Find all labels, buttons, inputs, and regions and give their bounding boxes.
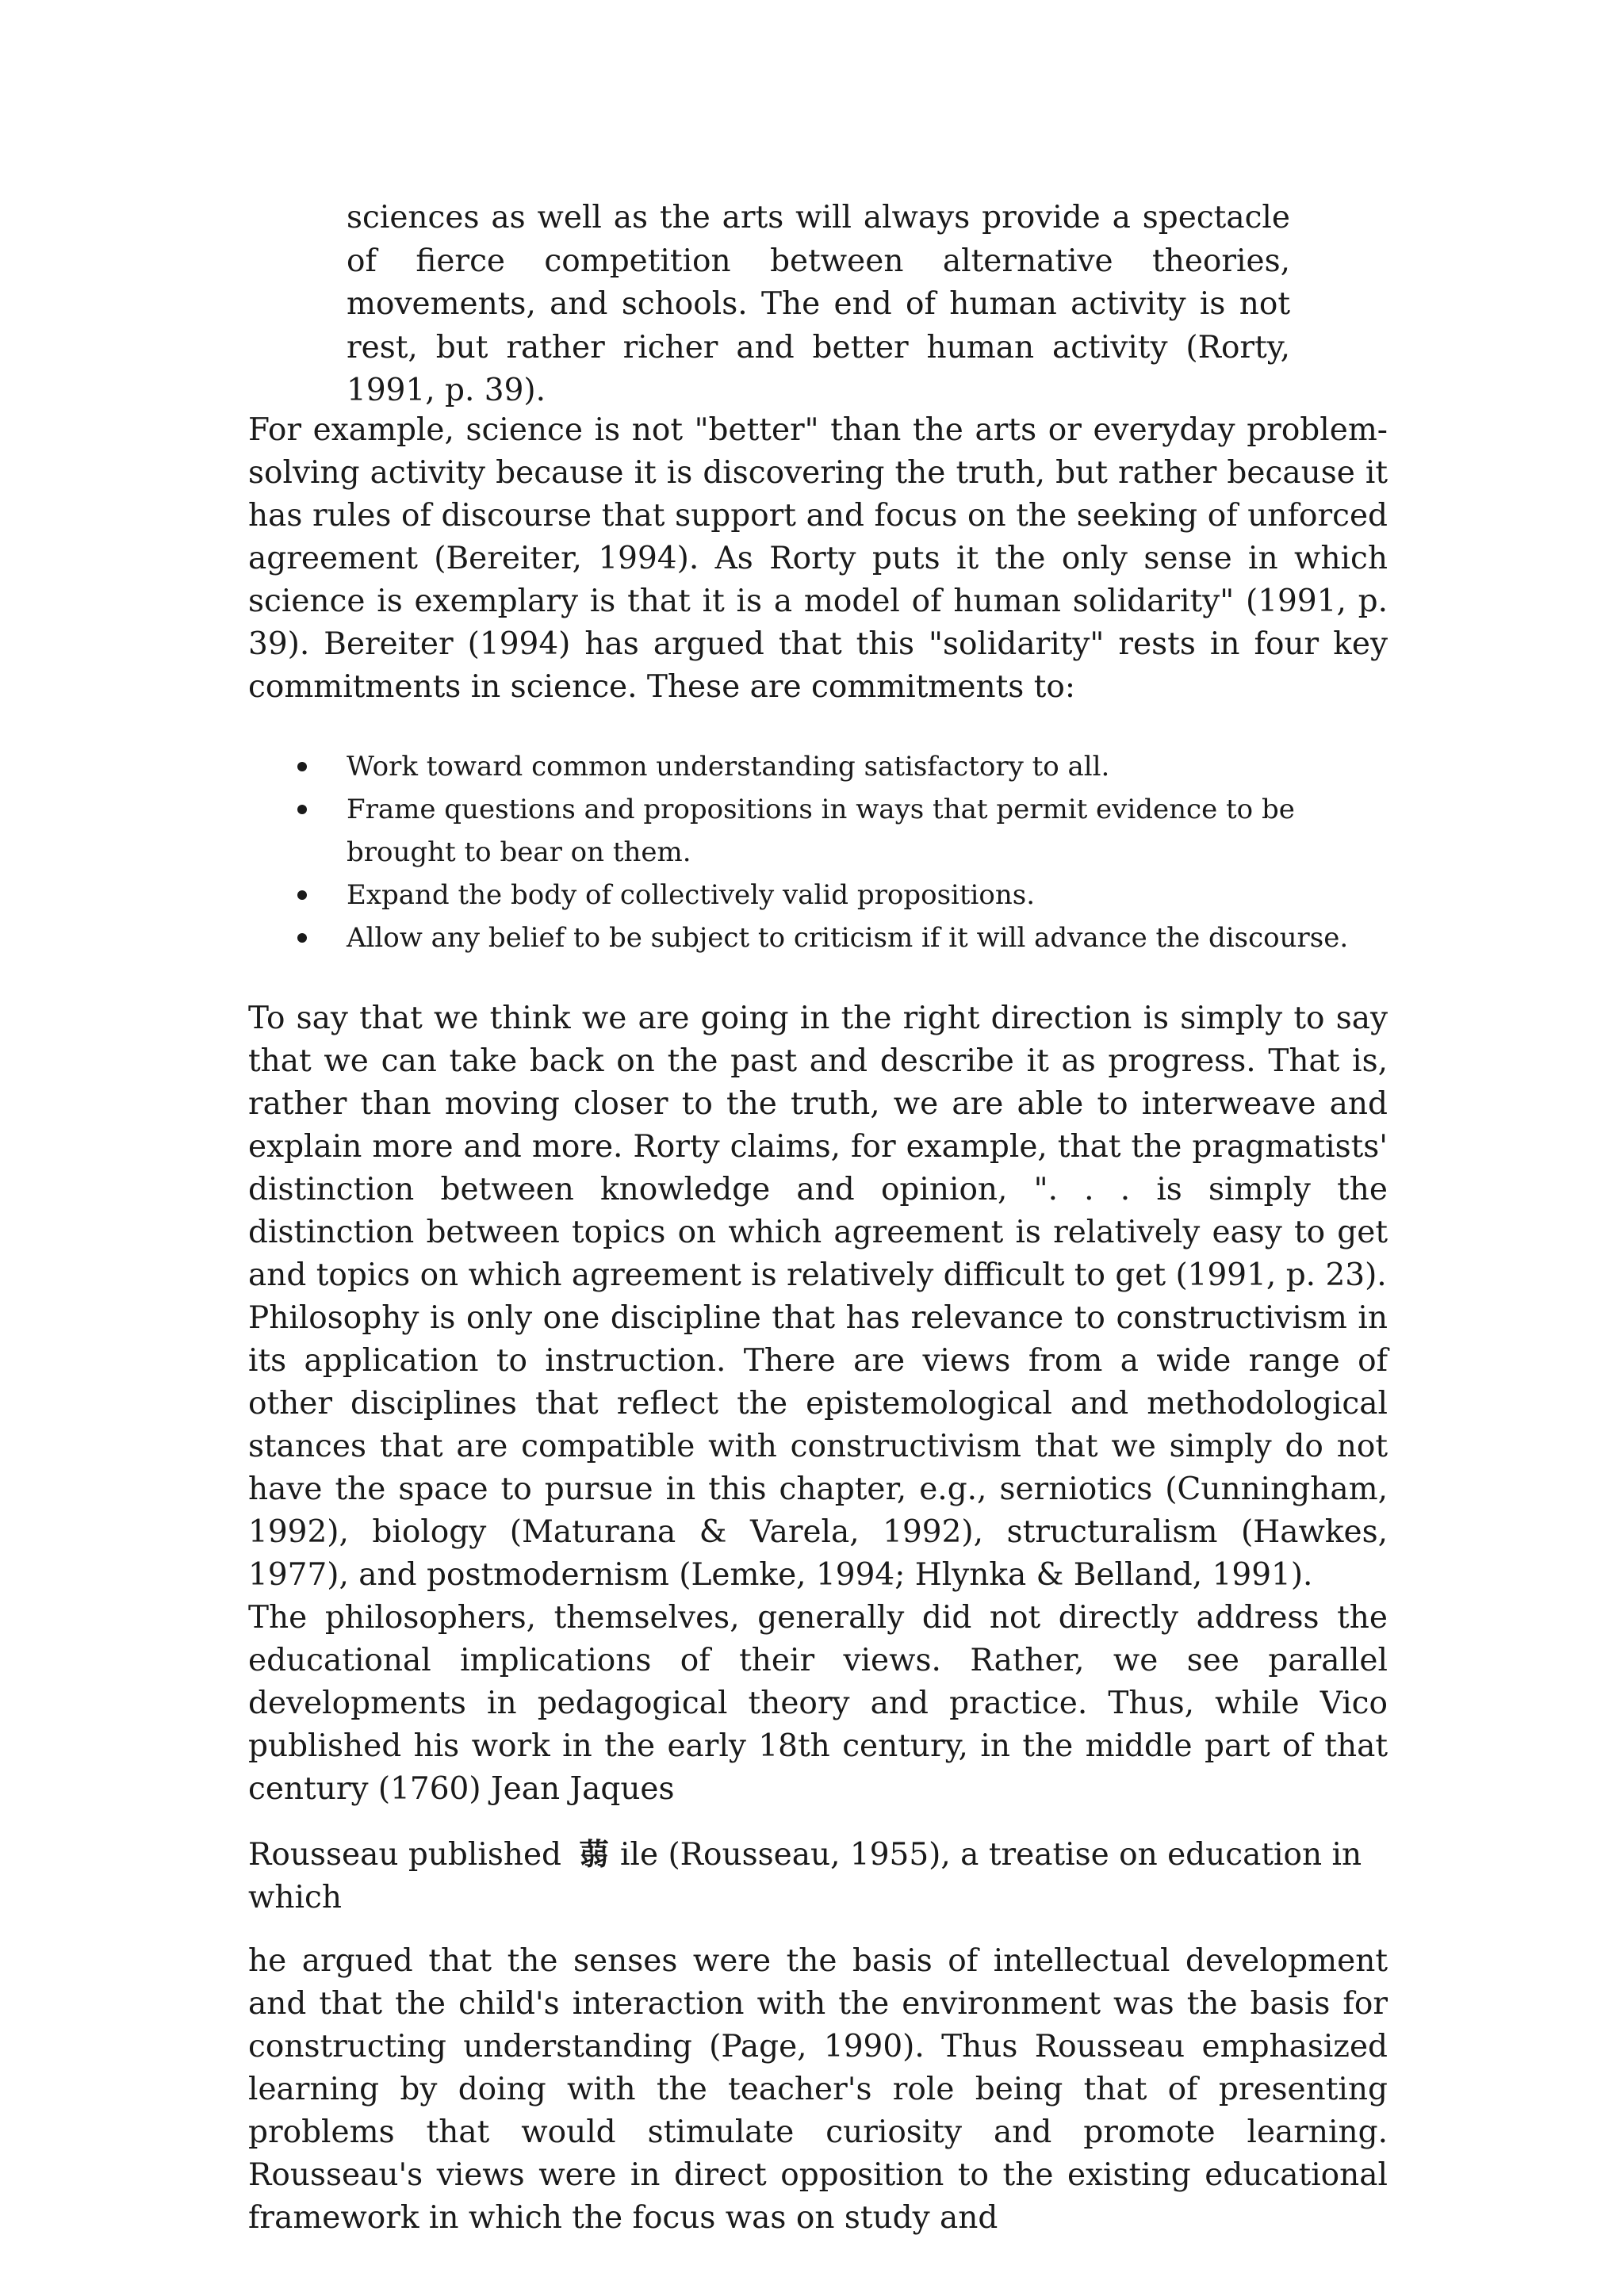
bullet-icon [297, 805, 307, 814]
garbled-glyph: 蒻 [579, 1837, 610, 1872]
list-item: Allow any belief to be subject to criticism if it will advance the discourse. [248, 916, 1388, 959]
body-section [248, 997, 1388, 2240]
bullet-icon [297, 933, 307, 943]
list-item: Work toward common understanding satisfactory to all. [248, 745, 1388, 788]
list-item: Expand the body of collectively valid propositions. [248, 874, 1388, 916]
list-item: Frame questions and propositions in ways that permit evidence to be brought to bear on them. [248, 788, 1388, 874]
bullet-icon [297, 890, 307, 900]
block-quote: sciences as well as the arts will always provide a spectacle of fierce competition between alternative theories, movements, and schools. The end of human activity is not rest, but rather richer and better human activity (Rorty, 1991, p. 39). [347, 200, 1290, 408]
paragraph-rousseau: he argued that the senses were the basis of intellectual development and that the child's interaction with the environment was the basis for constructing understanding (Page, 1990). Thus Rousseau emphasized learning by doing with the teacher's role being that of presenting problems that would stimulate curiosity and promote learning. Rousseau's views were in direct opposition to the existing educational framework in which the focus was on study and [248, 1943, 1388, 2236]
bullet-icon [297, 762, 307, 771]
paragraph-science-example [248, 409, 1388, 709]
paragraph-text: For example, science is not "better" than the arts or everyday problem-solving activity because it is discovering the truth, but rather because it has rules of discourse that support and focus on the seeking of unforced agreement (Bereiter, 1994). As Rorty puts it the only sense in which science is exemplary is that it is a model of human solidarity" (1991, p. 39). Bereiter (1994) has argued that this "solidarity" rests in four key commitments in science. These are commitments to: [248, 412, 1388, 705]
paragraph-philosophers: The philosophers, themselves, generally did not directly address the educational implications of their views. Rather, we see parallel developments in pedagogical theory and practice. Thus, while Vico published his work in the early 18th century, in the middle part of that century (1760) Jean Jaques [248, 1600, 1388, 1807]
paragraph-disciplines: Philosophy is only one discipline that has relevance to constructivism in its application to instruction. There are views from a wide range of other disciplines that reflect the epistemological and methodological stances that are compatible with constructivism that we simply do not have the space to pursue in this chapter, e.g., serniotics (Cunningham, 1992), biology (Maturana & Varela, 1992), structuralism (Hawkes, 1977), and postmodernism (Lemke, 1994; Hlynka & Belland, 1991). [248, 1300, 1388, 1593]
paragraph-rousseau-line: Rousseau published 蒻 ile (Rousseau, 1955), a treatise on education in which [248, 1833, 1388, 1919]
paragraph-progress: To say that we think we are going in the right direction is simply to say that we can take back on the past and describe it as progress. That is, rather than moving closer to the truth, we are able to interweave and explain more and more. Rorty claims, for example, that the pragmatists' distinction between knowledge and opinion, ". . . is simply the distinction between topics on which agreement is relatively easy to get and topics on which agreement is relatively difficult to get (1991, p. 23). [248, 1001, 1388, 1293]
commitments-list [248, 745, 1388, 959]
